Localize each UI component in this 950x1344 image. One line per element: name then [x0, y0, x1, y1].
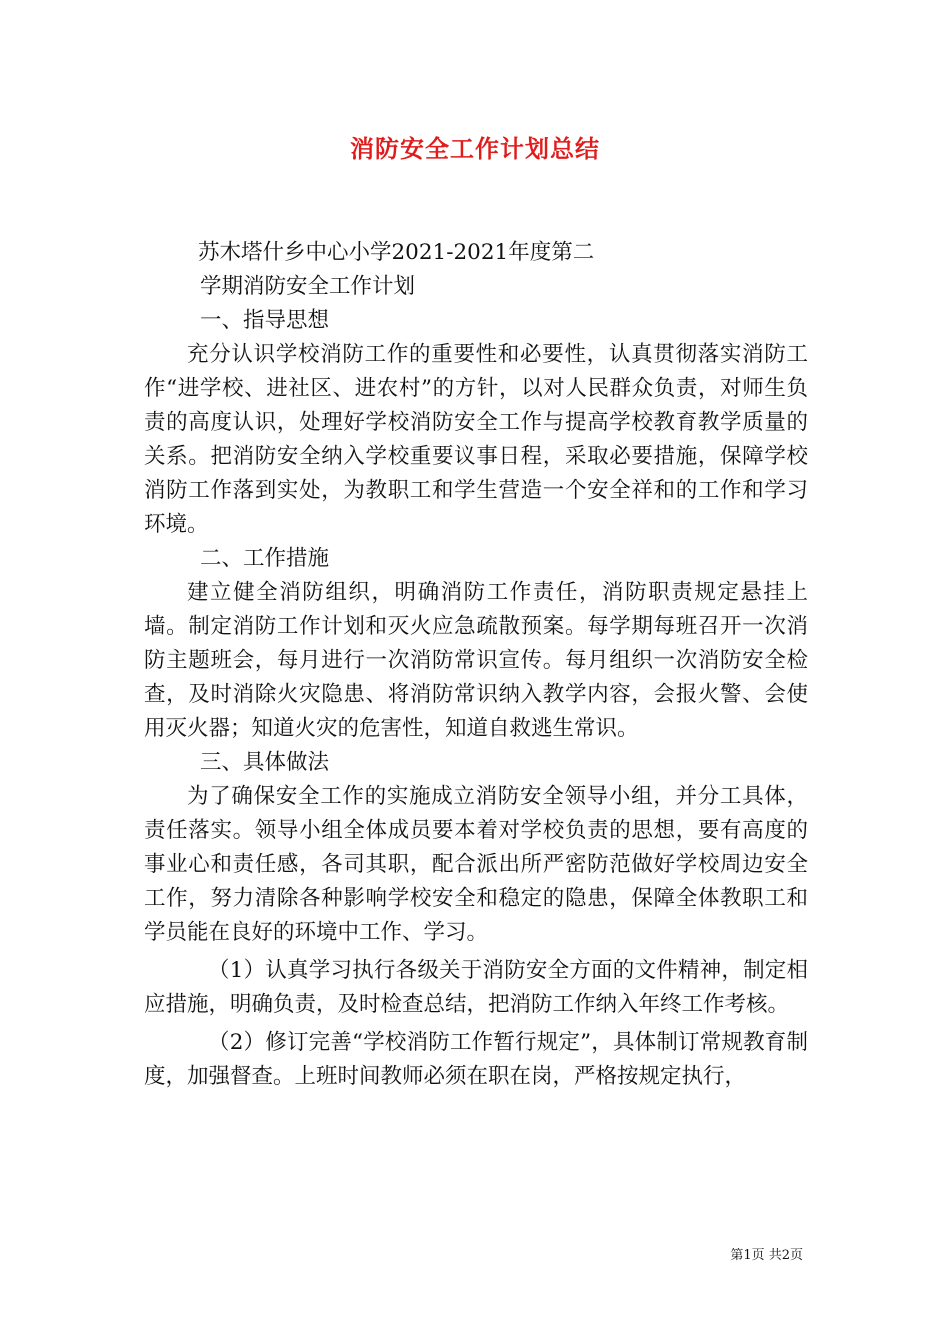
section-heading: 三、具体做法: [200, 750, 330, 775]
document-body: [144, 236, 808, 1094]
page-number: 第1页 共2页: [730, 1248, 803, 1263]
paragraph: （2）修订完善“学校消防工作暂行规定”，具体制订常规教育制度，加强督查。上班时间教师必须在职在岗，严格按规定执行，: [144, 1030, 808, 1089]
paragraph: 建立健全消防组织，明确消防工作责任，消防职责规定悬挂上墙。制定消防工作计划和灭火应急疏散预案。每学期每班召开一次消防主题班会，每月进行一次消防常识宣传。每月组织一次消防安全检查，及时消除火灾隐患、将消防常识纳入教学内容，会报火警、会使用灭火器；知道火灾的危害性，知道自救逃生常识。: [144, 580, 808, 741]
paragraph: 为了确保安全工作的实施成立消防安全领导小组，并分工具体，责任落实。领导小组全体成员要本着对学校负责的思想，要有高度的事业心和责任感，各司其职，配合派出所严密防范做好学校周边安全工作，努力清除各种影响学校安全和稳定的隐患，保障全体教职工和学员能在良好的环境中工作、学习。: [144, 784, 808, 945]
section-heading: 一、指导思想: [200, 308, 330, 333]
paragraph: （1）认真学习执行各级关于消防安全方面的文件精神，制定相应措施，明确负责，及时检查总结，把消防工作纳入年终工作考核。: [144, 958, 808, 1017]
document-title: 消防安全工作计划总结: [350, 134, 600, 163]
subtitle-line-2: 学期消防安全工作计划: [200, 274, 416, 299]
subtitle-line-1: 苏木塔什乡中心小学2021-2021年度第二: [198, 240, 595, 265]
paragraph: 充分认识学校消防工作的重要性和必要性，认真贯彻落实消防工作“进学校、进社区、进农村”的方针，以对人民群众负责，对师生负责的高度认识，处理好学校消防安全工作与提高学校教育教学质量的关系。把消防安全纳入学校重要议事日程，采取必要措施，保障学校消防工作落到实处，为教职工和学生营造一个安全祥和的工作和学习环境。: [144, 342, 808, 537]
section-heading: 二、工作措施: [200, 546, 330, 571]
